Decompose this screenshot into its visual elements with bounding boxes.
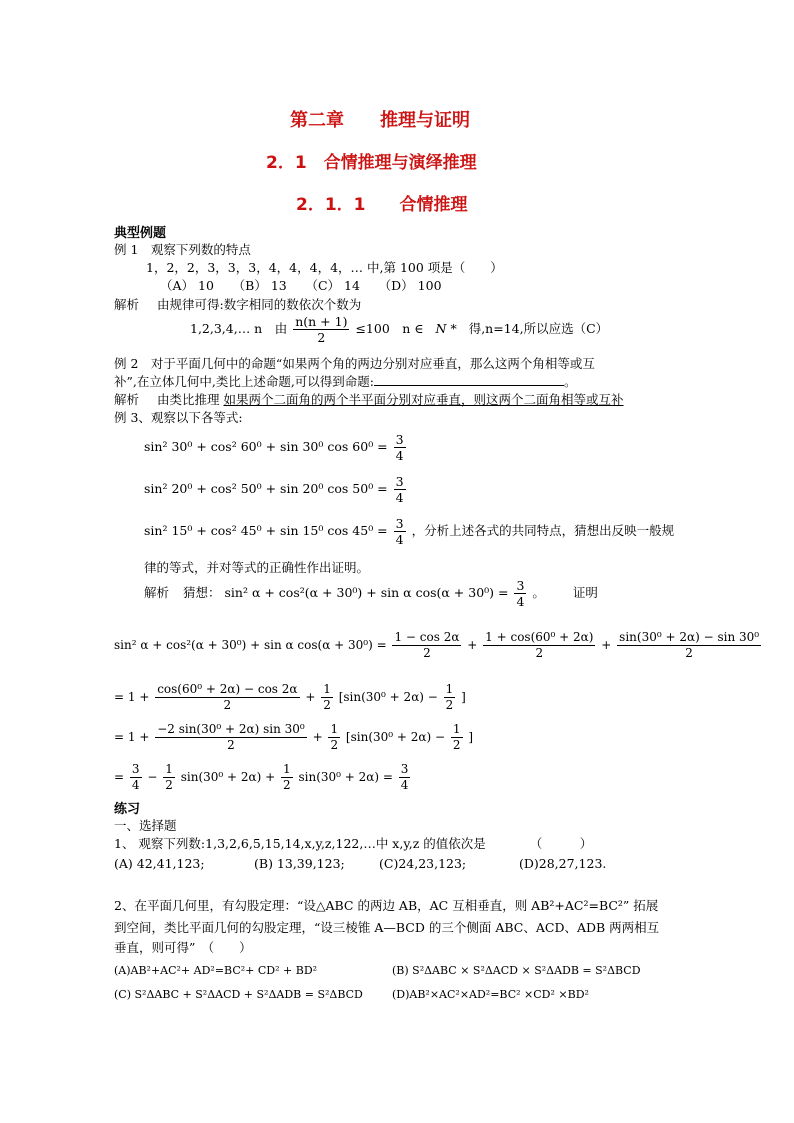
ex3-eq2: sin² 20⁰ + cos² 50⁰ + sin 20⁰ cos 50⁰ = $\frac{3}{4}$ <box>144 474 404 505</box>
ex2-answer: 如果两个二面角的两个半平面分别对应垂直，则这两个二面角相等或互补 <box>223 392 624 407</box>
q2-line1: 2、在平面几何里，有勾股定理：“设△ABC 的两边 AB，AC 互相垂直，则 AB²+AC²=BC²” 拓展 <box>114 898 659 913</box>
ex2-line2: 补”,在立体几何中,类比上述命题,可以得到命题: 。 <box>114 374 577 389</box>
ex2-line1: 例 2 对于平面几何中的命题“如果两个角的两边分别对应垂直，那么这两个角相等或互 <box>114 356 595 371</box>
ex3-eq3-tail2: 律的等式，并对等式的正确性作出证明。 <box>144 560 370 575</box>
chapter-title: 第二章 推理与证明 <box>290 110 470 131</box>
examples-label: 典型例题 <box>114 226 167 241</box>
q1-options: (A) 42,41,123; (B) 13,39,123; (C)24,23,123; (D)28,27,123. <box>114 856 607 871</box>
ex3-title: 例 3、观察以下各等式: <box>114 410 243 425</box>
solution-label: 解析 <box>114 392 140 407</box>
proof-line4: = $\frac{3}{4}$ − $\frac{1}{2}$ sin(30⁰ + 2α) + $\frac{1}{2}$ sin(30⁰ + 2α) = $\frac{3}{4}$ <box>114 762 409 792</box>
proof-line3: = 1 + $\frac{\text{−2 sin(30⁰ + 2α) sin 30⁰}}{2}$ + $\frac{1}{2}$ [sin(30⁰ + 2α) − $\frac{1}{2}$ ] <box>114 722 474 752</box>
ex1-solution <box>114 295 361 313</box>
ex3-eq3: sin² 15⁰ + cos² 45⁰ + sin 15⁰ cos 45⁰ = $\frac{3}{4}$ ，分析上述各式的共同特点，猜想出反映一般规 <box>144 516 675 547</box>
ex1-sequence: 1，2，2，3，3，3，4，4，4，4，… 中,第 100 项是（ ） <box>146 260 503 275</box>
q2-option-b: (B) S²ΔABC × S²ΔACD × S²ΔADB = S²ΔBCD <box>392 964 641 977</box>
ex2-solution: 解析 由类比推理 如果两个二面角的两个半平面分别对应垂直，则这两个二面角相等或互补 <box>114 392 624 407</box>
q2-line3: 垂直，则可得” （ ） <box>114 940 252 955</box>
q2-option-d: (D)AB²×AC²×AD²=BC² ×CD² ×BD² <box>392 988 589 1001</box>
ex3-eq1: sin² 30⁰ + cos² 60⁰ + sin 30⁰ cos 60⁰ = $\frac{3}{4}$ <box>144 432 404 463</box>
ex1-title: 例 1 观察下列数的特点 <box>114 242 251 257</box>
answer-blank <box>374 373 564 386</box>
q1-text: 1、 观察下列数:1,3,2,6,5,15,14,x,y,z,122,…中 x,y,z 的值依次是 （ ） <box>114 836 593 851</box>
fraction: $\frac{n(n + 1)}{2}$ <box>295 314 348 345</box>
ex1-solution-math <box>190 314 608 345</box>
proof-line1: sin² α + cos²(α + 30⁰) + sin α cos(α + 30⁰) = $\frac{1 - \cos 2\alpha}{2}$ + $\frac{\text{1 + cos(60⁰ + 2α)}}{2}$ + $\frac{\text{sin(30⁰ + 2α) − sin 30⁰}}{2}$ <box>114 630 760 660</box>
practice-part: 一、选择题 <box>114 818 177 833</box>
ex3-solution: 解析 猜想： sin² α + cos²(α + 30⁰) + sin α cos(α + 30⁰) = $\frac{3}{4}$ 。 证明 <box>144 578 598 609</box>
q2-line2: 到空间，类比平面几何的勾股定理，“设三棱锥 A—BCD 的三个侧面 ABC、ACD、ADB 两两相互 <box>114 920 660 935</box>
solution-seq: 1,2,3,4,… n 由 <box>190 321 288 336</box>
ex1-options: （A） 10 （B） 13 （C） 14 （D） 100 <box>160 278 442 293</box>
proof-line2: = 1 + $\frac{\text{cos(60⁰ + 2α) − cos 2α}}{2}$ + $\frac{1}{2}$ [sin(30⁰ + 2α) − $\frac{1}{2}$ ] <box>114 682 466 712</box>
q2-option-c: (C) S²ΔABC + S²ΔACD + S²ΔADB = S²ΔBCD <box>114 988 363 1001</box>
practice-label: 练习 <box>114 802 141 817</box>
subsection-title: 2．1．1 合情推理 <box>296 195 468 215</box>
solution-answer: 得,n=14,所以应选（C） <box>468 321 609 336</box>
solution-ineq: ≤100 n ∈ <box>355 321 424 336</box>
solution-text: 由规律可得:数字相同的数依次个数为 <box>157 297 362 312</box>
solution-label: 解析 <box>114 297 140 312</box>
q2-option-a: (A)AB²+AC²+ AD²=BC²+ CD² + BD² <box>114 964 318 977</box>
section-title: 2．1 合情推理与演绎推理 <box>266 153 477 173</box>
n-star: N * <box>435 321 457 336</box>
